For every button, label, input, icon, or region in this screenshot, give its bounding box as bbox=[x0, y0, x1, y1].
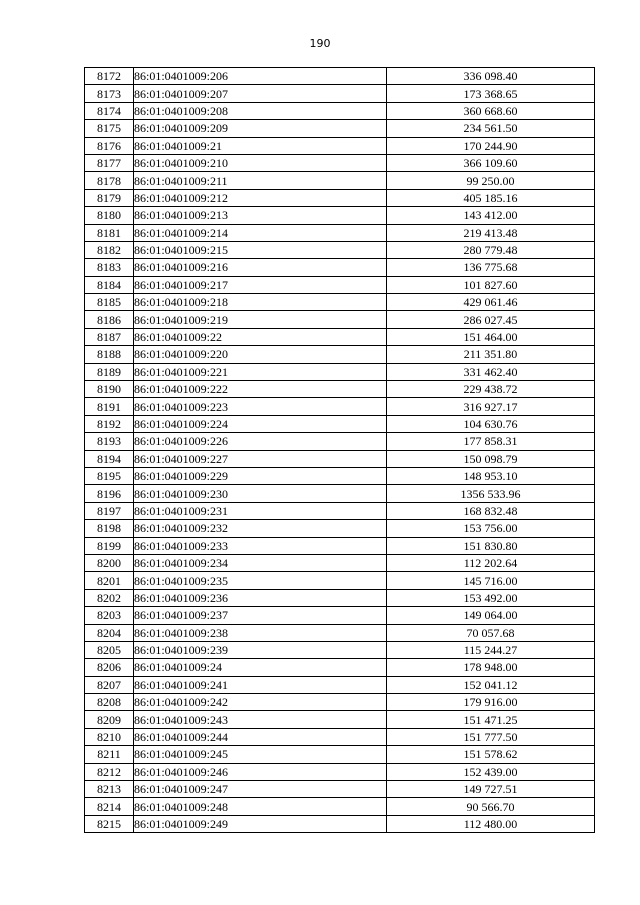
cadastral-number-cell: 86:01:0401009:217 bbox=[134, 276, 387, 293]
cadastral-number-cell: 86:01:0401009:22 bbox=[134, 328, 387, 345]
row-number-cell: 8180 bbox=[85, 207, 134, 224]
cadastral-number-cell: 86:01:0401009:249 bbox=[134, 815, 387, 832]
row-number-cell: 8176 bbox=[85, 137, 134, 154]
value-cell: 170 244.90 bbox=[387, 137, 595, 154]
row-number-cell: 8184 bbox=[85, 276, 134, 293]
value-cell: 316 927.17 bbox=[387, 398, 595, 415]
cadastral-number-cell: 86:01:0401009:216 bbox=[134, 259, 387, 276]
table-row bbox=[85, 572, 595, 589]
cadastral-number-cell: 86:01:0401009:243 bbox=[134, 711, 387, 728]
table-row bbox=[85, 120, 595, 137]
row-number-cell: 8204 bbox=[85, 624, 134, 641]
table-row bbox=[85, 224, 595, 241]
cadastral-number-cell: 86:01:0401009:212 bbox=[134, 189, 387, 206]
table-row bbox=[85, 763, 595, 780]
cadastral-number-cell: 86:01:0401009:247 bbox=[134, 781, 387, 798]
cadastral-number-cell: 86:01:0401009:230 bbox=[134, 485, 387, 502]
row-number-cell: 8181 bbox=[85, 224, 134, 241]
value-cell: 153 492.00 bbox=[387, 589, 595, 606]
table-row bbox=[85, 189, 595, 206]
row-number-cell: 8210 bbox=[85, 728, 134, 745]
cadastral-number-cell: 86:01:0401009:207 bbox=[134, 85, 387, 102]
table-row bbox=[85, 363, 595, 380]
cadastral-number-cell: 86:01:0401009:210 bbox=[134, 154, 387, 171]
value-cell: 148 953.10 bbox=[387, 467, 595, 484]
cadastral-number-cell: 86:01:0401009:222 bbox=[134, 381, 387, 398]
row-number-cell: 8193 bbox=[85, 433, 134, 450]
cadastral-number-cell: 86:01:0401009:209 bbox=[134, 120, 387, 137]
value-cell: 153 756.00 bbox=[387, 520, 595, 537]
value-cell: 101 827.60 bbox=[387, 276, 595, 293]
row-number-cell: 8208 bbox=[85, 694, 134, 711]
value-cell: 151 464.00 bbox=[387, 328, 595, 345]
value-cell: 99 250.00 bbox=[387, 172, 595, 189]
row-number-cell: 8199 bbox=[85, 537, 134, 554]
value-cell: 145 716.00 bbox=[387, 572, 595, 589]
cadastral-number-cell: 86:01:0401009:238 bbox=[134, 624, 387, 641]
cadastral-number-cell: 86:01:0401009:215 bbox=[134, 241, 387, 258]
cadastral-number-cell: 86:01:0401009:237 bbox=[134, 607, 387, 624]
row-number-cell: 8197 bbox=[85, 502, 134, 519]
row-number-cell: 8177 bbox=[85, 154, 134, 171]
table-row bbox=[85, 207, 595, 224]
value-cell: 1356 533.96 bbox=[387, 485, 595, 502]
value-cell: 151 830.80 bbox=[387, 537, 595, 554]
table-row bbox=[85, 589, 595, 606]
value-cell: 168 832.48 bbox=[387, 502, 595, 519]
value-cell: 143 412.00 bbox=[387, 207, 595, 224]
row-number-cell: 8174 bbox=[85, 102, 134, 119]
value-cell: 234 561.50 bbox=[387, 120, 595, 137]
table-row bbox=[85, 241, 595, 258]
value-cell: 173 368.65 bbox=[387, 85, 595, 102]
cadastral-number-cell: 86:01:0401009:235 bbox=[134, 572, 387, 589]
value-cell: 211 351.80 bbox=[387, 346, 595, 363]
table-row bbox=[85, 520, 595, 537]
table-row bbox=[85, 102, 595, 119]
row-number-cell: 8175 bbox=[85, 120, 134, 137]
table-row bbox=[85, 68, 595, 85]
row-number-cell: 8212 bbox=[85, 763, 134, 780]
table-row bbox=[85, 415, 595, 432]
cadastral-number-cell: 86:01:0401009:239 bbox=[134, 641, 387, 658]
table-row bbox=[85, 798, 595, 815]
table-row bbox=[85, 746, 595, 763]
table-row bbox=[85, 694, 595, 711]
table-row bbox=[85, 467, 595, 484]
table-row bbox=[85, 259, 595, 276]
cadastral-number-cell: 86:01:0401009:206 bbox=[134, 68, 387, 85]
row-number-cell: 8215 bbox=[85, 815, 134, 832]
value-cell: 104 630.76 bbox=[387, 415, 595, 432]
row-number-cell: 8190 bbox=[85, 381, 134, 398]
table-row bbox=[85, 659, 595, 676]
value-cell: 177 858.31 bbox=[387, 433, 595, 450]
table-row bbox=[85, 137, 595, 154]
row-number-cell: 8202 bbox=[85, 589, 134, 606]
row-number-cell: 8191 bbox=[85, 398, 134, 415]
row-number-cell: 8195 bbox=[85, 467, 134, 484]
table-row bbox=[85, 381, 595, 398]
value-cell: 360 668.60 bbox=[387, 102, 595, 119]
value-cell: 149 064.00 bbox=[387, 607, 595, 624]
page-number: 190 bbox=[309, 37, 331, 50]
value-cell: 151 471.25 bbox=[387, 711, 595, 728]
cadastral-number-cell: 86:01:0401009:241 bbox=[134, 676, 387, 693]
cadastral-number-cell: 86:01:0401009:236 bbox=[134, 589, 387, 606]
cadastral-number-cell: 86:01:0401009:213 bbox=[134, 207, 387, 224]
value-cell: 149 727.51 bbox=[387, 781, 595, 798]
row-number-cell: 8186 bbox=[85, 311, 134, 328]
row-number-cell: 8214 bbox=[85, 798, 134, 815]
value-cell: 229 438.72 bbox=[387, 381, 595, 398]
row-number-cell: 8203 bbox=[85, 607, 134, 624]
row-number-cell: 8188 bbox=[85, 346, 134, 363]
value-cell: 152 439.00 bbox=[387, 763, 595, 780]
cadastral-number-cell: 86:01:0401009:211 bbox=[134, 172, 387, 189]
table-row bbox=[85, 502, 595, 519]
data-table bbox=[84, 67, 595, 833]
cadastral-number-cell: 86:01:0401009:246 bbox=[134, 763, 387, 780]
cadastral-number-cell: 86:01:0401009:231 bbox=[134, 502, 387, 519]
table-row bbox=[85, 624, 595, 641]
row-number-cell: 8178 bbox=[85, 172, 134, 189]
cadastral-number-cell: 86:01:0401009:220 bbox=[134, 346, 387, 363]
table-row bbox=[85, 154, 595, 171]
cadastral-number-cell: 86:01:0401009:224 bbox=[134, 415, 387, 432]
table-row bbox=[85, 641, 595, 658]
value-cell: 429 061.46 bbox=[387, 294, 595, 311]
value-cell: 112 480.00 bbox=[387, 815, 595, 832]
value-cell: 178 948.00 bbox=[387, 659, 595, 676]
cadastral-number-cell: 86:01:0401009:214 bbox=[134, 224, 387, 241]
table-row bbox=[85, 485, 595, 502]
value-cell: 219 413.48 bbox=[387, 224, 595, 241]
table-row bbox=[85, 537, 595, 554]
table-row bbox=[85, 433, 595, 450]
row-number-cell: 8173 bbox=[85, 85, 134, 102]
row-number-cell: 8194 bbox=[85, 450, 134, 467]
cadastral-number-cell: 86:01:0401009:21 bbox=[134, 137, 387, 154]
row-number-cell: 8189 bbox=[85, 363, 134, 380]
cadastral-number-cell: 86:01:0401009:245 bbox=[134, 746, 387, 763]
value-cell: 151 578.62 bbox=[387, 746, 595, 763]
table-row bbox=[85, 85, 595, 102]
row-number-cell: 8196 bbox=[85, 485, 134, 502]
table-row bbox=[85, 294, 595, 311]
cadastral-number-cell: 86:01:0401009:248 bbox=[134, 798, 387, 815]
row-number-cell: 8182 bbox=[85, 241, 134, 258]
row-number-cell: 8198 bbox=[85, 520, 134, 537]
table-row bbox=[85, 346, 595, 363]
row-number-cell: 8209 bbox=[85, 711, 134, 728]
value-cell: 136 775.68 bbox=[387, 259, 595, 276]
cadastral-number-cell: 86:01:0401009:219 bbox=[134, 311, 387, 328]
row-number-cell: 8213 bbox=[85, 781, 134, 798]
row-number-cell: 8206 bbox=[85, 659, 134, 676]
cadastral-number-cell: 86:01:0401009:242 bbox=[134, 694, 387, 711]
cadastral-number-cell: 86:01:0401009:229 bbox=[134, 467, 387, 484]
row-number-cell: 8185 bbox=[85, 294, 134, 311]
row-number-cell: 8183 bbox=[85, 259, 134, 276]
cadastral-number-cell: 86:01:0401009:221 bbox=[134, 363, 387, 380]
value-cell: 179 916.00 bbox=[387, 694, 595, 711]
value-cell: 112 202.64 bbox=[387, 554, 595, 571]
value-cell: 366 109.60 bbox=[387, 154, 595, 171]
value-cell: 280 779.48 bbox=[387, 241, 595, 258]
row-number-cell: 8192 bbox=[85, 415, 134, 432]
row-number-cell: 8207 bbox=[85, 676, 134, 693]
row-number-cell: 8179 bbox=[85, 189, 134, 206]
table-body bbox=[85, 68, 595, 833]
row-number-cell: 8211 bbox=[85, 746, 134, 763]
table-row bbox=[85, 815, 595, 832]
value-cell: 115 244.27 bbox=[387, 641, 595, 658]
cadastral-number-cell: 86:01:0401009:208 bbox=[134, 102, 387, 119]
table-row bbox=[85, 728, 595, 745]
cadastral-number-cell: 86:01:0401009:244 bbox=[134, 728, 387, 745]
value-cell: 331 462.40 bbox=[387, 363, 595, 380]
cadastral-number-cell: 86:01:0401009:218 bbox=[134, 294, 387, 311]
table-row bbox=[85, 450, 595, 467]
row-number-cell: 8187 bbox=[85, 328, 134, 345]
row-number-cell: 8172 bbox=[85, 68, 134, 85]
value-cell: 151 777.50 bbox=[387, 728, 595, 745]
row-number-cell: 8205 bbox=[85, 641, 134, 658]
value-cell: 286 027.45 bbox=[387, 311, 595, 328]
cadastral-number-cell: 86:01:0401009:233 bbox=[134, 537, 387, 554]
table-row bbox=[85, 781, 595, 798]
row-number-cell: 8200 bbox=[85, 554, 134, 571]
cadastral-number-cell: 86:01:0401009:227 bbox=[134, 450, 387, 467]
cadastral-number-cell: 86:01:0401009:24 bbox=[134, 659, 387, 676]
table-row bbox=[85, 311, 595, 328]
value-cell: 150 098.79 bbox=[387, 450, 595, 467]
value-cell: 405 185.16 bbox=[387, 189, 595, 206]
table-row bbox=[85, 172, 595, 189]
value-cell: 70 057.68 bbox=[387, 624, 595, 641]
table-row bbox=[85, 676, 595, 693]
value-cell: 336 098.40 bbox=[387, 68, 595, 85]
value-cell: 90 566.70 bbox=[387, 798, 595, 815]
value-cell: 152 041.12 bbox=[387, 676, 595, 693]
table-row bbox=[85, 554, 595, 571]
row-number-cell: 8201 bbox=[85, 572, 134, 589]
table-row bbox=[85, 276, 595, 293]
table-row bbox=[85, 328, 595, 345]
cadastral-number-cell: 86:01:0401009:234 bbox=[134, 554, 387, 571]
cadastral-number-cell: 86:01:0401009:223 bbox=[134, 398, 387, 415]
cadastral-number-cell: 86:01:0401009:226 bbox=[134, 433, 387, 450]
table-row bbox=[85, 607, 595, 624]
table-row bbox=[85, 711, 595, 728]
table-row bbox=[85, 398, 595, 415]
cadastral-number-cell: 86:01:0401009:232 bbox=[134, 520, 387, 537]
